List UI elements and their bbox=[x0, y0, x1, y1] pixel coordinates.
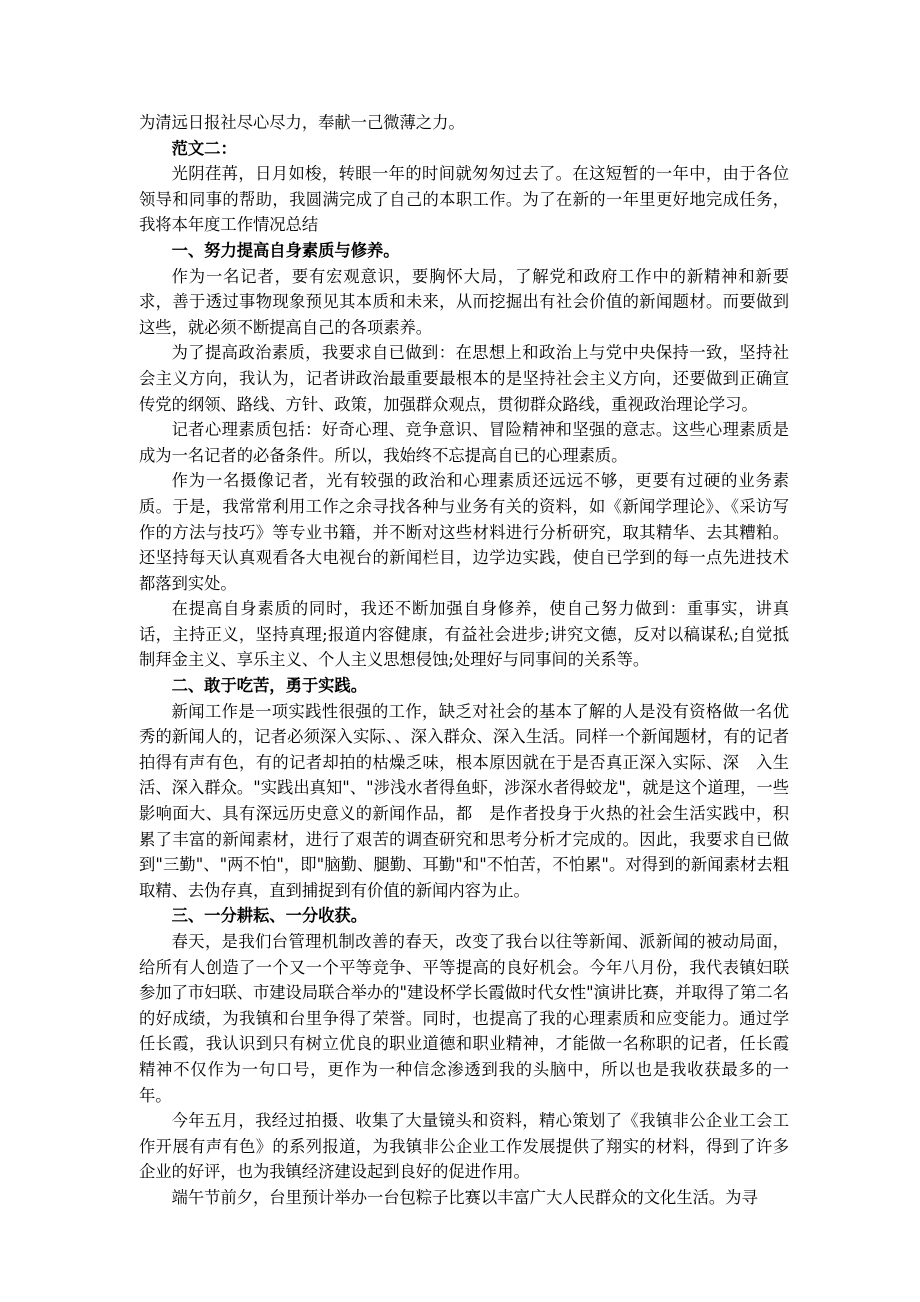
paragraph-self-cultivation: 在提高自身素质的同时，我还不断加强自身修养，使自己努力做到：重事实，讲真话，主持正义，坚持真理;报道内容健康，有益社会进步;讲究文德，反对以稿谋私;自觉抵制拜金主义、享乐主义、个人主义思想侵蚀;处理好与同事间的关系等。 bbox=[139, 599, 789, 670]
paragraph-spring-reform: 春天，是我们台管理机制改善的春天，改变了我台以往等新闻、派新闻的被动局面，给所有人创造了一个又一个平等竞争、平等提高的良好机会。今年八月份，我代表镇妇联参加了市妇联、市建设局联合举办的"建设杯学长霞做时代女性"演讲比赛，并取得了第二名的好成绩，为我镇和台里争得了荣誉。同时，也提高了我的心理素质和应变能力。通过学任长霞，我认识到只有树立优良的职业道德和职业精神，才能做一名称职的记者，任长霞精神不仅作为一句口号，更作为一种信念渗透到我的头脑中，所以也是我收获最多的一年。 bbox=[139, 932, 789, 1105]
document-body bbox=[139, 110, 789, 1211]
paragraph-dragon-boat: 端午节前夕，台里预计举办一台包粽子比赛以丰富广大人民群众的文化生活。为寻 bbox=[171, 1187, 758, 1207]
paragraph-intro-closing: 为清远日报社尽心尽力，奉献一己微薄之力。 bbox=[139, 113, 465, 132]
paragraph-opening: 光阴荏苒，日月如梭，转眼一年的时间就匆匆过去了。在这短暂的一年中，由于各位领导和同事的帮助，我圆满完成了自己的本职工作。为了在新的一年里更好地完成任务，我将本年度工作情况总结 bbox=[139, 164, 789, 235]
paragraph-may-report: 今年五月，我经过拍摄、收集了大量镜头和资料，精心策划了《我镇非公企业工会工作开展有声有色》的系列报道，为我镇非公企业工作发展提供了翔实的材料，得到了许多企业的好评，也为我镇经济建设起到良好的促进作用。 bbox=[139, 1111, 789, 1182]
paragraph-psychological-quality: 记者心理素质包括：好奇心理、竞争意识、冒险精神和坚强的意志。这些心理素质是成为一名记者的必备条件。所以，我始终不忘提高自已的心理素质。 bbox=[139, 420, 789, 465]
paragraph-macro-awareness: 作为一名记者，要有宏观意识，要胸怀大局，了解党和政府工作中的新精神和新要求，善于透过事物现象预见其本质和未来，从而挖掘出有社会价值的新闻题材。而要做到这些，就必须不断提高自己的各项素养。 bbox=[139, 266, 789, 337]
paragraph-practice: 新闻工作是一项实践性很强的工作，缺乏对社会的基本了解的人是没有资格做一名优秀的新闻人的，记者必须深入实际、、深入群众、深入生活。同样一个新闻题材，有的记者拍得有声有色，有的记者却拍的枯燥乏味，根本原因就在于是否真正深入实际、深 入生活、深入群众。"实践出真知"、"涉浅水者得鱼虾，涉深水者得蛟龙"，就是这个道理，一些影响面大、具有深远历史意义的新闻作品，都 是作者投身于火热的社会生活实践中，积累了丰富的新闻素材，进行了艰苦的调查研究和思考分析才完成的。因此，我要求自已做到"三勤"、"两不怕"，即"脑勤、腿勤、耳勤"和"不怕苦，不怕累"。对得到的新闻素材去粗取精、去伪存真，直到捕捉到有价值的新闻内容为止。 bbox=[139, 701, 789, 900]
heading-section-two: 二、敢于吃苦，勇于实践。 bbox=[171, 676, 367, 696]
heading-section-one: 一、努力提高自身素质与修养。 bbox=[171, 240, 400, 260]
heading-section-three: 三、一分耕耘、一分收获。 bbox=[171, 906, 367, 926]
paragraph-professional-quality: 作为一名摄像记者，光有较强的政治和心理素质还远远不够，更要有过硬的业务素质。于是，我常常利用工作之余寻找各种与业务有关的资料，如《新闻学理论》、《采访写作的方法与技巧》等专业书籍，并不断对这些材料进行分析研究，取其精华、去其糟粕。还坚持每天认真观看各大电视台的新闻栏目，边学边实践，使自已学到的每一点先进技术都落到实处。 bbox=[139, 471, 789, 593]
heading-sample-two: 范文二： bbox=[171, 138, 237, 158]
paragraph-political-quality: 为了提高政治素质，我要求自已做到：在思想上和政治上与党中央保持一致，坚持社会主义方向，我认为，记者讲政治最重要最根本的是坚持社会主义方向，还要做到正确宣传党的纲领、路线、方针、政策，加强群众观点，贯彻群众路线，重视政治理论学习。 bbox=[139, 343, 789, 414]
